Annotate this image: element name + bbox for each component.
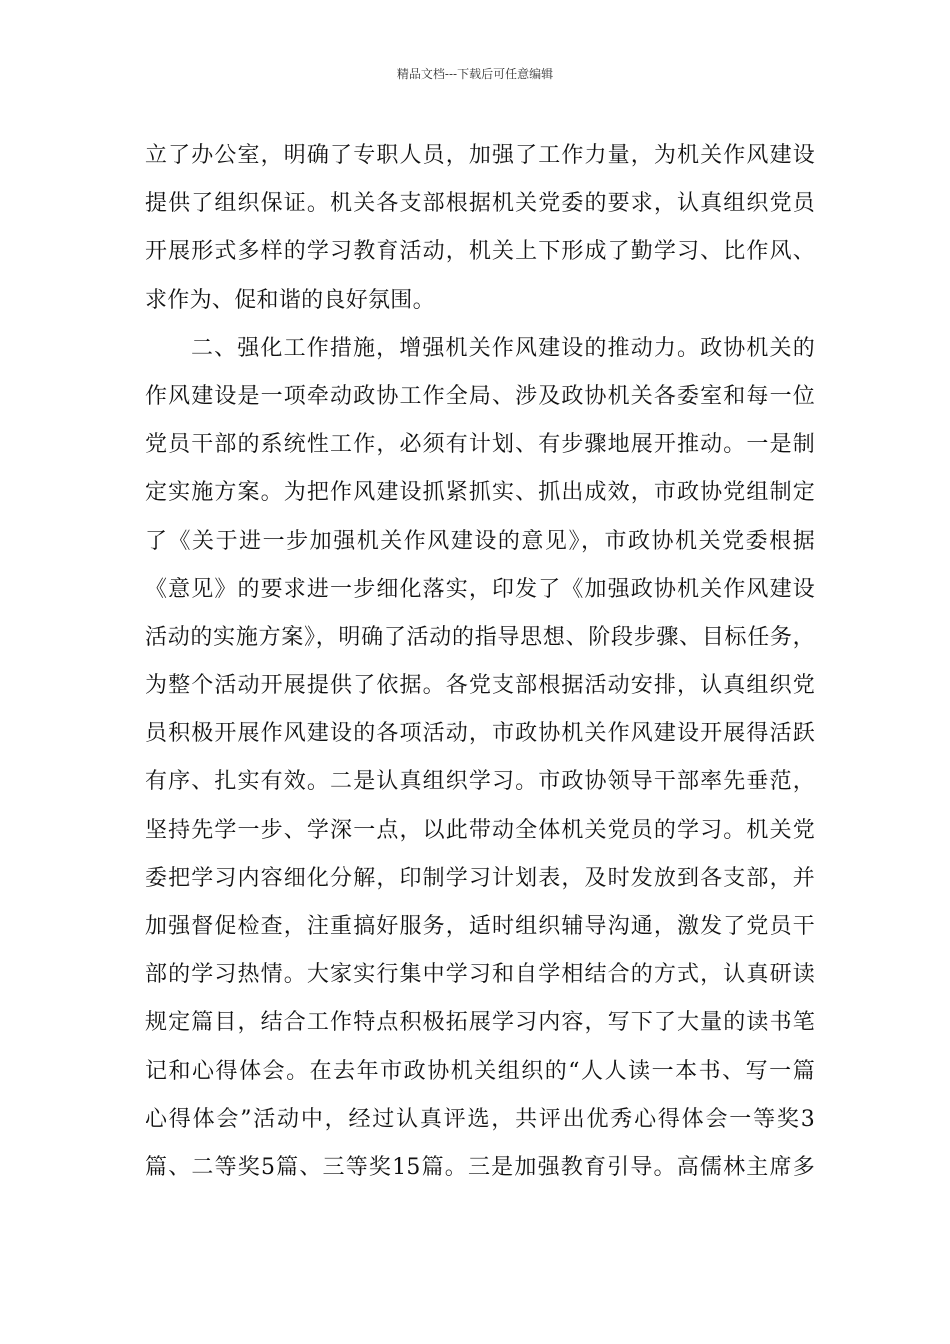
text-line: 活动的实施方案》，明确了活动的指导思想、阶段步骤、目标任务， bbox=[145, 624, 815, 650]
text-line: 规定篇目，结合工作特点积极拓展学习内容，写下了大量的读书笔 bbox=[145, 1010, 815, 1036]
text-line: 作风建设是一项牵动政协工作全局、涉及政协机关各委室和每一位 bbox=[145, 383, 815, 409]
text-line: 部的学习热情。大家实行集中学习和自学相结合的方式，认真研读 bbox=[145, 962, 815, 988]
text-line: 立了办公室，明确了专职人员，加强了工作力量，为机关作风建设 bbox=[145, 143, 815, 168]
text-line: 开展形式多样的学习教育活动，机关上下形成了勤学习、比作风、 bbox=[145, 239, 815, 265]
text-line: 定实施方案。为把作风建设抓紧抓实、抓出成效，市政协党组制定 bbox=[145, 480, 815, 506]
text-line: 篇、二等奖5篇、三等奖15篇。三是加强教育引导。高儒林主席多 bbox=[145, 1154, 815, 1180]
text-line: 有序、扎实有效。二是认真组织学习。市政协领导干部率先垂范， bbox=[145, 769, 815, 795]
text-line: 员积极开展作风建设的各项活动，市政协机关作风建设开展得活跃 bbox=[145, 721, 815, 747]
text-line: 坚持先学一步、学深一点，以此带动全体机关党员的学习。机关党 bbox=[145, 817, 815, 843]
text-line: 记和心得体会。在去年市政协机关组织的“人人读一本书、写一篇 bbox=[145, 1058, 815, 1084]
text-line: 委把学习内容细化分解，印制学习计划表，及时发放到各支部，并 bbox=[145, 865, 815, 891]
text-line: 为整个活动开展提供了依据。各党支部根据活动安排，认真组织党 bbox=[145, 673, 815, 699]
text-line: 求作为、促和谐的良好氛围。 bbox=[145, 287, 435, 313]
text-line: 《意见》的要求进一步细化落实，印发了《加强政协机关作风建设 bbox=[145, 576, 815, 602]
body-text bbox=[145, 132, 815, 1192]
text-line: 加强督促检查，注重搞好服务，适时组织辅导沟通，激发了党员干 bbox=[145, 914, 815, 939]
text-line: 二、强化工作措施，增强机关作风建设的推动力。政协机关的 bbox=[191, 335, 815, 361]
text-line: 提供了组织保证。机关各支部根据机关党委的要求，认真组织党员 bbox=[145, 191, 815, 217]
text-line: 了《关于进一步加强机关作风建设的意见》，市政协机关党委根据 bbox=[145, 528, 815, 554]
text-line: 心得体会”活动中，经过认真评选，共评出优秀心得体会一等奖3 bbox=[145, 1106, 815, 1132]
page-header: 精品文档---下载后可任意编辑 bbox=[396, 67, 554, 81]
text-line: 党员干部的系统性工作，必须有计划、有步骤地展开推动。一是制 bbox=[145, 432, 815, 458]
